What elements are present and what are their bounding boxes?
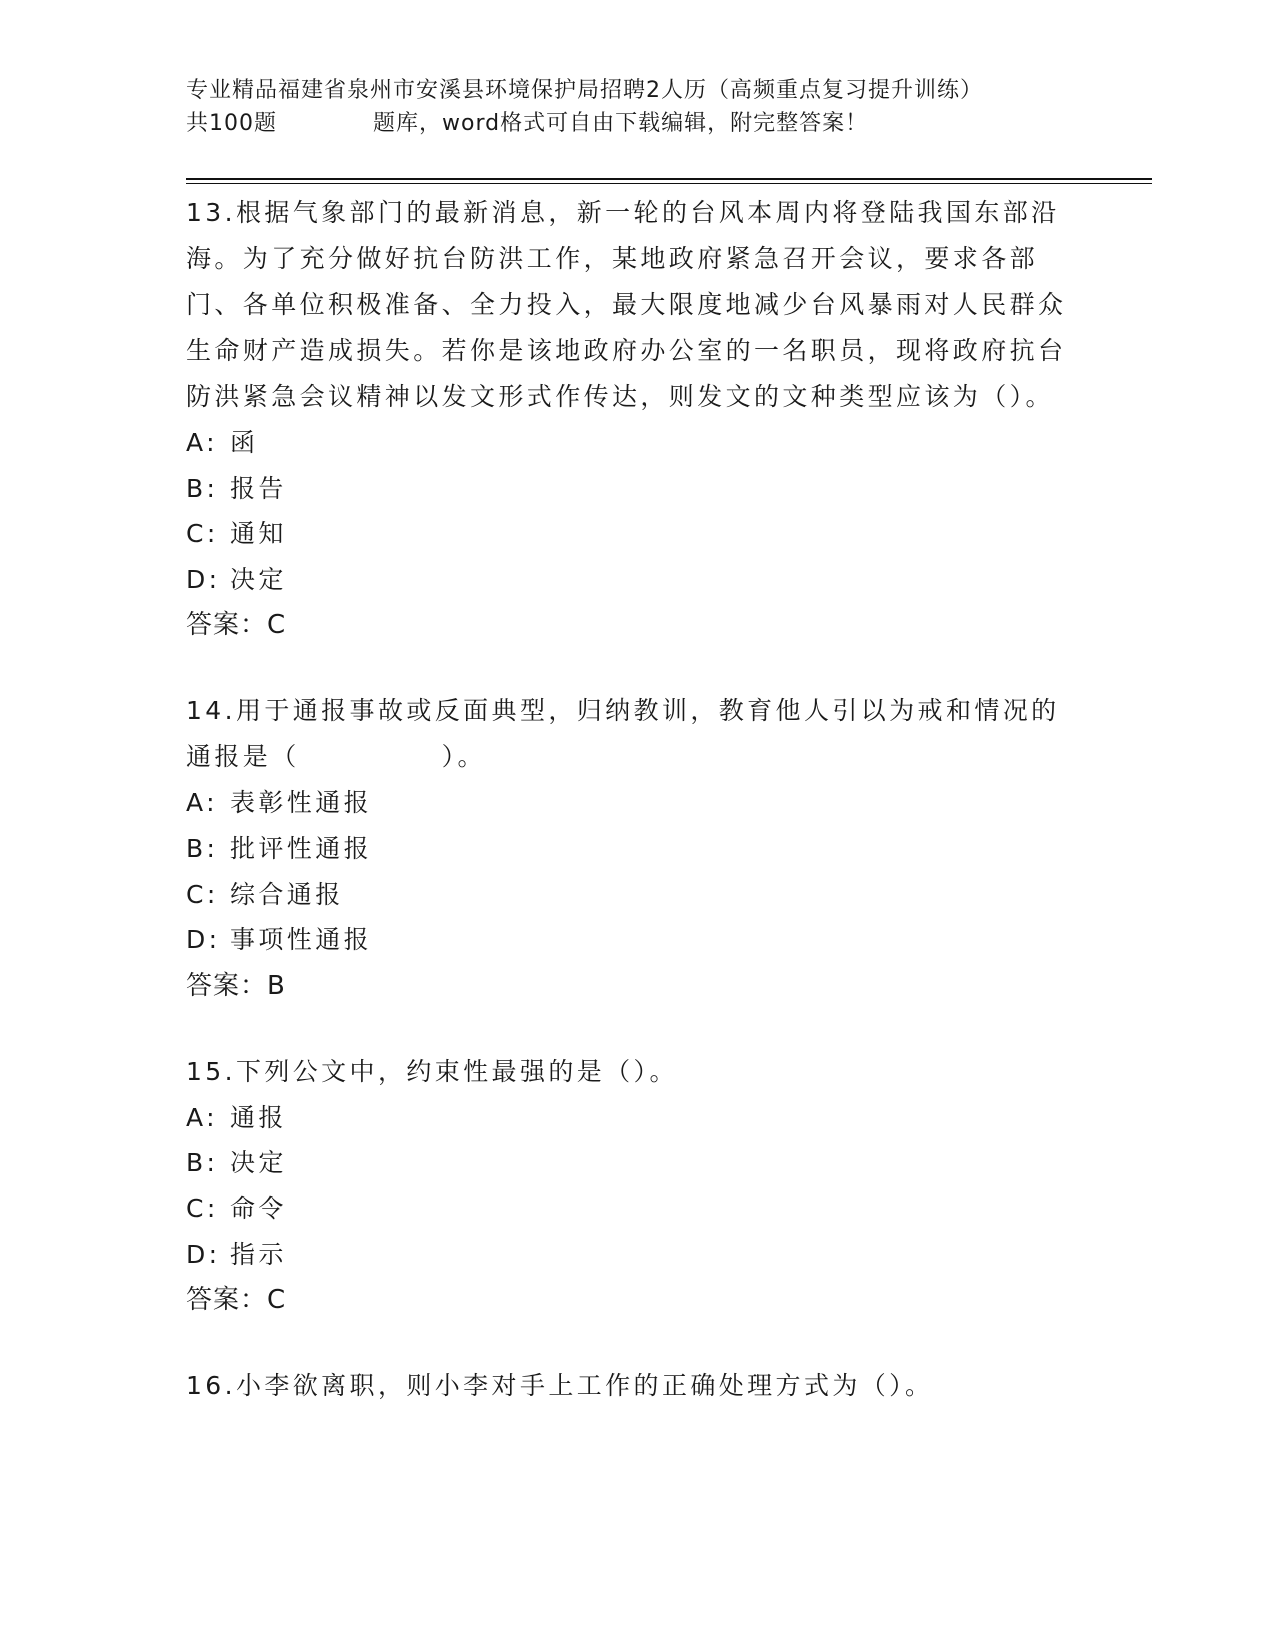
option-letter: A:: [186, 788, 218, 818]
option-letter: D:: [186, 564, 221, 594]
option-letter: C:: [186, 879, 219, 909]
header-rule-thin: [186, 183, 1152, 184]
header-description: 题库，word格式可自由下载编辑，附完整答案！: [373, 111, 869, 136]
option-text: 批评性通报: [230, 833, 373, 863]
header-subtitle-line: [186, 107, 1086, 140]
option-d: [186, 557, 1086, 603]
option-text: 通报: [230, 1102, 287, 1132]
answer-line: 答案：C: [186, 1285, 287, 1316]
option-text: 通知: [230, 519, 287, 549]
header-title-line: 专业精品福建省泉州市安溪县环境保护局招聘2人历（高频重点复习提升训练）: [186, 78, 983, 103]
option-text: 指示: [230, 1239, 287, 1269]
question-stem: 15.下列公文中，约束性最强的是（）。: [186, 1056, 678, 1086]
option-letter: A:: [186, 1102, 218, 1132]
answer-line: 答案：C: [186, 610, 287, 641]
option-text: 函: [230, 428, 259, 457]
option-d: [186, 1232, 1086, 1278]
option-c: [186, 1186, 1086, 1232]
option-letter: B:: [186, 1148, 219, 1178]
option-b: [186, 1140, 1086, 1186]
option-text: 决定: [230, 1148, 287, 1178]
question-stem: 13.根据气象部门的最新消息，新一轮的台风本周内将登陆我国东部沿海。为了充分做好抗台防洪工作，某地政府紧急召开会议，要求各部门、各单位积极准备、全力投入，最大限度地减少台风暴雨对人民群众生命财产造成损失。若你是该地政府办公室的一名职员，现将政府抗台防洪紧急会议精神以发文形式作传达，则发文的文种类型应该为（）。: [186, 198, 1067, 411]
option-c: [186, 511, 1086, 557]
option-d: [186, 917, 1086, 963]
option-text: 决定: [230, 564, 287, 594]
option-letter: D:: [186, 1239, 221, 1269]
question-16: [186, 1363, 1086, 1409]
option-text: 事项性通报: [230, 925, 373, 955]
option-b: [186, 826, 1086, 872]
option-text: 综合通报: [230, 879, 344, 909]
option-text: 表彰性通报: [230, 788, 373, 818]
option-b: [186, 466, 1086, 512]
option-letter: C:: [186, 519, 219, 549]
option-letter: C:: [186, 1193, 219, 1223]
option-text: 报告: [230, 473, 287, 503]
question-stem: 14.用于通报事故或反面典型，归纳教训，教育他人引以为戒和情况的通报是（ ）。: [186, 696, 1060, 772]
question-list: [186, 190, 1086, 1449]
option-c: [186, 872, 1086, 918]
option-a: [186, 420, 1086, 466]
question-15: [186, 1049, 1086, 1323]
header-rule-thick: [186, 178, 1152, 180]
question-14: [186, 688, 1086, 1008]
question-13: [186, 190, 1086, 648]
option-letter: B:: [186, 473, 219, 503]
option-letter: A:: [186, 428, 218, 457]
option-a: [186, 780, 1086, 826]
document-header: [186, 74, 1086, 140]
option-text: 命令: [230, 1193, 287, 1223]
answer-line: 答案：B: [186, 970, 286, 1001]
header-question-count: 共100题: [186, 111, 277, 136]
option-letter: D:: [186, 925, 221, 955]
option-a: [186, 1095, 1086, 1141]
question-stem: 16.小李欲离职，则小李对手上工作的正确处理方式为（）。: [186, 1371, 934, 1401]
option-letter: B:: [186, 833, 219, 863]
